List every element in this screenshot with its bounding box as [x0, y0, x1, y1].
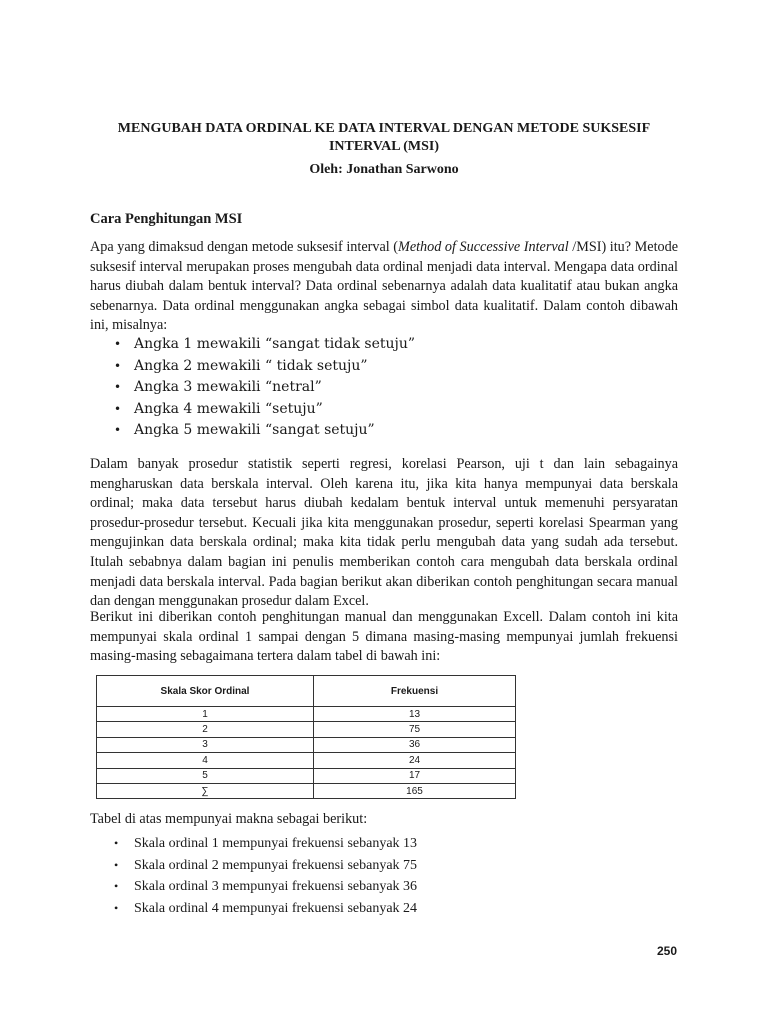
bullet-icon: • [114, 900, 119, 915]
list-item-text: Skala ordinal 4 mempunyai frekuensi sebanyak 24 [134, 900, 418, 916]
table-row [97, 707, 516, 722]
table-cell: 5 [97, 768, 314, 783]
table-cell: 3 [97, 737, 314, 752]
list-item-text: Skala ordinal 3 mempunyai frekuensi sebanyak 36 [134, 879, 418, 895]
list-item [90, 855, 650, 877]
document-title: MENGUBAH DATA ORDINAL KE DATA INTERVAL DENGAN METODE SUKSESIF INTERVAL (MSI) [117, 121, 651, 154]
list-item-text: Skala ordinal 2 mempunyai frekuensi sebanyak 75 [134, 857, 418, 873]
list-item [90, 356, 650, 378]
table-cell: 13 [314, 707, 516, 722]
paragraph-intro-italic: Method of Successive Interval [398, 239, 569, 255]
table-cell: 75 [314, 722, 516, 737]
bullet-icon: • [114, 857, 119, 872]
table-row [97, 722, 516, 737]
bullet-icon: • [114, 358, 122, 373]
list-item [90, 898, 650, 920]
list-item [90, 334, 650, 356]
table-cell-sum-symbol: ∑ [97, 783, 314, 798]
list-item-text: Angka 4 mewakili “setuju” [134, 400, 323, 417]
bullet-icon: • [114, 836, 119, 850]
table-row [97, 753, 516, 768]
page-number: 250 [657, 944, 678, 958]
table-cell: 4 [97, 753, 314, 768]
document-author: Oleh: Jonathan Sarwono [309, 162, 459, 177]
paragraph-table-meaning: Tabel di atas mempunyai makna sebagai berikut: [90, 811, 368, 827]
list-item [90, 876, 650, 898]
list-item [90, 833, 650, 855]
bullet-icon: • [114, 380, 122, 395]
table-cell: 1 [97, 707, 314, 722]
table-header-row [97, 676, 516, 707]
list-item-text: Angka 2 mewakili “ tidak setuju” [134, 357, 368, 374]
table-row [97, 768, 516, 783]
paragraph-intro-start: Apa yang dimaksud dengan metode suksesif interval ( [90, 239, 398, 255]
paragraph-statistics: Dalam banyak prosedur statistik seperti regresi, korelasi Pearson, uji t dan lain sebagainya mengharuskan data berskala interval. Oleh karena itu, jika kita hanya mempunyai data berskala ordinal; maka data tersebut harus diubah kedalam bentuk interval untuk memenuhi persyaratan prosedur-prosedur tersebut. Kecuali jika kita menggunakan prosedur, seperti korelasi Spearman yang mengujinkan data berskala ordinal; maka kita tidak perlu mengubah data yang sudah ada tersebut. Itulah sebabnya dalam bagian ini penulis memberikan contoh cara mengubah data berskala ordinal menjadi data berskala interval. Pada bagian berikut akan diberikan contoh penghitungan secara manual dan dengan menggunakan prosedur dalam Excel. [90, 456, 678, 610]
list-item-text: Angka 1 mewakili “sangat tidak setuju” [134, 336, 416, 352]
table-header-scale: Skala Skor Ordinal [97, 676, 314, 707]
table-cell: 24 [314, 753, 516, 768]
bullet-icon: • [114, 423, 122, 438]
table-cell: 2 [97, 722, 314, 737]
frequency-meaning-list [90, 833, 650, 919]
list-item [90, 420, 650, 442]
list-item-text: Angka 3 mewakili “netral” [134, 379, 322, 396]
list-item [90, 377, 650, 399]
table-cell-total: 165 [314, 783, 516, 798]
table-cell: 17 [314, 768, 516, 783]
paragraph-intro [90, 238, 678, 336]
section-heading: Cara Penghitungan MSI [90, 211, 243, 227]
list-item-text: Angka 5 mewakili “sangat setuju” [134, 422, 375, 439]
bullet-icon: • [114, 879, 119, 894]
table-cell: 36 [314, 737, 516, 752]
table-total-row [97, 783, 516, 798]
bullet-icon: • [114, 337, 122, 351]
table-row [97, 737, 516, 752]
paragraph-intro-end: /MSI) itu? Metode suksesif interval merupakan proses mengubah data ordinal menjadi data interval. Mengapa data ordinal harus diubah dalam bentuk interval? Data ordinal sebenarnya adalah data kualitatif atau bukan angka sebenarnya. Data ordinal menggunakan angka sebagai simbol data kualitatif. Dalam contoh dibawah ini, misalnya: [90, 239, 678, 334]
likert-scale-list [90, 334, 650, 442]
paragraph-example: Berikut ini diberikan contoh penghitungan manual dan menggunakan Excell. Dalam contoh ini kita mempunyai skala ordinal 1 sampai dengan 5 dimana masing-masing mempunyai jumlah frekuensi masing-masing sebagaimana tertera dalam tabel di bawah ini: [90, 609, 678, 665]
frequency-table [96, 675, 516, 799]
list-item-text: Skala ordinal 1 mempunyai frekuensi sebanyak 13 [134, 836, 418, 851]
bullet-icon: • [114, 401, 122, 416]
list-item [90, 399, 650, 421]
table-header-frequency: Frekuensi [314, 676, 516, 707]
